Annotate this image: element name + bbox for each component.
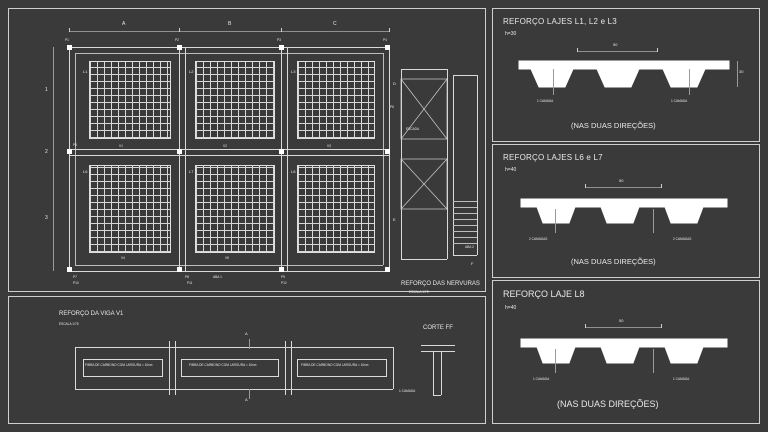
edge-tag-P1: P1 (65, 38, 69, 42)
edge-tag-P9: P9 (281, 275, 285, 279)
detail-1-height: h=30 (505, 31, 517, 37)
detail-1-top-dim: 50 (613, 42, 618, 47)
bay-label-L7: L7 (189, 169, 194, 174)
axis-label-left-3: 3 (45, 215, 48, 221)
column-node (67, 149, 72, 154)
detail-2-title: REFORÇO LAJES L6 e L7 (503, 153, 603, 162)
detail-tag-E: E (393, 217, 396, 222)
edge-tag-P6: P6 (390, 105, 394, 109)
detail-3-footer: (NAS DUAS DIREÇÕES) (557, 399, 659, 409)
column-node (177, 149, 182, 154)
beam-tag-V4: V4 (121, 256, 125, 260)
detail-1-left-note: 1 CAMADA (537, 99, 554, 103)
detail-1-right-note: 1 CAMADA (671, 99, 688, 103)
plan-scale: ESCALA 1/75 (409, 290, 429, 294)
column-node (177, 45, 182, 50)
column-node (279, 267, 284, 272)
beam-tag-V1: V1 (119, 144, 123, 148)
section-title: CORTE FF (423, 325, 453, 331)
detail-2-right-note: 2 CAMADAS (673, 237, 692, 241)
lower-tag-ABA1: ABA 1 (213, 275, 222, 279)
section-mark-a-bottom: A (245, 397, 248, 402)
beam-tag-V3: V3 (327, 144, 331, 148)
detail-3-top-dim: 50 (619, 318, 624, 323)
strip-label-2: FIBRA DE CARBONO COM LARGURA = 10cm (189, 363, 257, 367)
carbon-strip (181, 359, 279, 377)
bay-label-L1: L1 (83, 69, 88, 74)
axis-label-left-2: 2 (45, 149, 48, 155)
detail-tag-D: D (393, 81, 396, 86)
bay-L1 (89, 61, 171, 139)
column-node (279, 149, 284, 154)
detail-1-title: REFORÇO LAJES L1, L2 e L3 (503, 17, 617, 26)
plan-title: REFORÇO DAS NERVURAS (401, 281, 480, 287)
bay-label-L3: L3 (291, 69, 296, 74)
lower-tag-P12: P12 (281, 281, 287, 285)
stair-label: ESCADA (406, 127, 420, 131)
edge-tag-P3: P3 (277, 38, 281, 42)
detail-2-height: h=40 (505, 167, 517, 173)
lower-tag-ABA2: ABA 2 (465, 245, 474, 249)
plan-panel (8, 8, 486, 292)
beam-tag-V5: V5 (225, 256, 229, 260)
detail-1-side-dim: 30 (739, 69, 744, 74)
beam-detail-panel (8, 296, 486, 424)
bay-label-L2: L2 (189, 69, 194, 74)
detail-2-footer: (NAS DUAS DIREÇÕES) (571, 257, 656, 266)
edge-tag-P5: P5 (73, 143, 77, 147)
detail-1-footer: (NAS DUAS DIREÇÕES) (571, 121, 656, 130)
strip-label-3: FIBRA DE CARBONO COM LARGURA = 10cm (301, 363, 369, 367)
detail-3-title: REFORÇO LAJE L8 (503, 289, 585, 299)
axis-label-top-B: B (228, 21, 232, 27)
strip-label-1: FIBRA DE CARBONO COM LARGURA = 10cm (85, 363, 153, 367)
bay-label-L8: L8 (291, 169, 296, 174)
column-node (67, 267, 72, 272)
lower-tag-P11: P11 (187, 281, 193, 285)
column-node (67, 45, 72, 50)
column-node (385, 45, 390, 50)
edge-tag-P2: P2 (175, 38, 179, 42)
bay-label-L6: L6 (83, 169, 88, 174)
bay-L6 (89, 165, 171, 253)
section-note: 1 CAMADA (399, 389, 416, 393)
column-node (279, 45, 284, 50)
section-mark-a-top: A (245, 331, 248, 336)
detail-3-height: h=40 (505, 305, 517, 311)
detail-3-left-note: 1 CAMADA (533, 377, 550, 381)
detail-2-left-note: 2 CAMADAS (529, 237, 548, 241)
column-node (177, 267, 182, 272)
beam-detail-scale: ESCALA 1/75 (59, 322, 79, 326)
edge-tag-P4: P4 (383, 38, 387, 42)
carbon-strip (83, 359, 163, 377)
detail-panel-3 (492, 280, 760, 424)
axis-label-top-C: C (333, 21, 337, 27)
axis-label-left-1: 1 (45, 87, 48, 93)
bay-L8 (297, 165, 375, 253)
beam-detail-title: REFORÇO DA VIGA V1 (59, 311, 124, 317)
bay-L7 (195, 165, 275, 253)
axis-label-top-A: A (122, 21, 126, 27)
bay-L2 (195, 61, 275, 139)
beam-tag-V2: V2 (223, 144, 227, 148)
bay-L3 (297, 61, 375, 139)
detail-panel-2 (492, 144, 760, 278)
detail-3-right-note: 1 CAMADA (673, 377, 690, 381)
detail-tag-F: F (471, 261, 474, 266)
carbon-strip (297, 359, 387, 377)
edge-tag-P7: P7 (73, 275, 77, 279)
column-node (385, 149, 390, 154)
lower-tag-P10: P10 (73, 281, 79, 285)
edge-tag-P8: P8 (185, 275, 189, 279)
detail-panel-1 (492, 8, 760, 142)
detail-2-top-dim: 50 (619, 178, 624, 183)
column-node (385, 267, 390, 272)
